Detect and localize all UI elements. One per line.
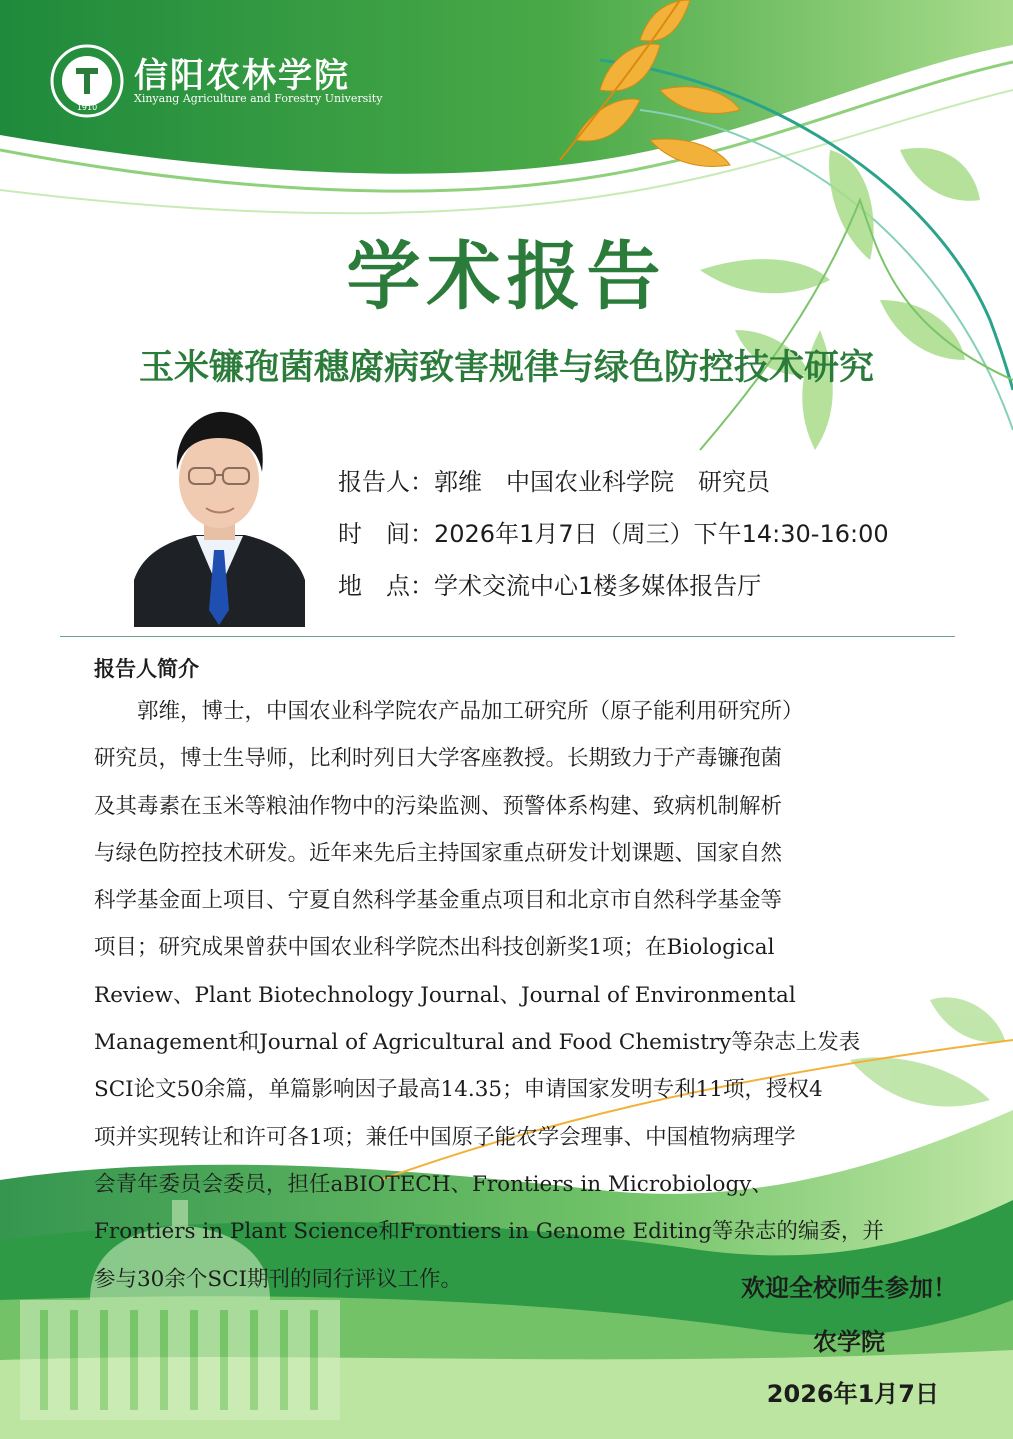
- speaker-value: 郭维 中国农业科学院 研究员: [434, 468, 770, 496]
- intro-line: 郭维，博士，中国农业科学院农产品加工研究所（原子能利用研究所）: [94, 699, 804, 724]
- intro-body: [94, 688, 950, 1303]
- report-subtitle: 玉米镰孢菌穗腐病致害规律与绿色防控技术研究: [138, 348, 874, 388]
- time-value: 2026年1月7日（周三）下午14:30-16:00: [434, 520, 889, 548]
- intro-line: 与绿色防控技术研发。近年来先后主持国家重点研发计划课题、国家自然: [94, 840, 783, 866]
- university-emblem-icon: [50, 44, 124, 118]
- speaker-info: [338, 462, 770, 497]
- university-name-cn: 信阳农林学院: [134, 56, 350, 96]
- university-logo: [50, 38, 383, 118]
- intro-line: 科学基金面上项目、宁夏自然科学基金重点项目和北京市自然科学基金等: [94, 888, 783, 914]
- university-name-en: Xinyang Agriculture and Forestry University: [134, 92, 383, 105]
- time-info: [338, 514, 889, 549]
- place-info: [338, 566, 761, 601]
- footer-organizer: 农学院: [813, 1328, 885, 1356]
- place-value: 学术交流中心1楼多媒体报告厅: [434, 572, 762, 600]
- time-label: 时 间：: [338, 520, 434, 548]
- intro-line: 及其毒素在玉米等粮油作物中的污染监测、预警体系构建、致病机制解析: [94, 793, 783, 819]
- speaker-photo: [134, 390, 305, 627]
- intro-line: 会青年委员会委员，担任aBIOTECH、Frontiers in Microbiology、: [94, 1171, 773, 1197]
- footer-date: 2026年1月7日: [766, 1380, 939, 1408]
- speaker-label: 报告人：: [338, 468, 434, 496]
- intro-heading: 报告人简介: [94, 657, 199, 681]
- place-label: 地 点：: [338, 572, 434, 600]
- section-divider: [60, 636, 955, 637]
- intro-line: 研究员，博士生导师，比利时列日大学客座教授。长期致力于产毒镰孢菌: [94, 746, 783, 772]
- intro-line: 项并实现转让和许可各1项；兼任中国原子能农学会理事、中国植物病理学: [94, 1124, 796, 1150]
- intro-line: Frontiers in Plant Science和Frontiers in Genome Editing等杂志的编委，并: [94, 1219, 884, 1245]
- logo-year: 1910: [76, 103, 98, 112]
- intro-line: 项目；研究成果曾获中国农业科学院杰出科技创新奖1项；在Biological: [94, 935, 775, 961]
- intro-line: Review、Plant Biotechnology Journal、Journal of Environmental: [94, 982, 796, 1008]
- speaker-portrait-icon: [134, 390, 305, 627]
- footer-welcome: 欢迎全校师生参加！: [741, 1274, 957, 1302]
- intro-line: Management和Journal of Agricultural and Food Chemistry等杂志上发表: [94, 1030, 861, 1056]
- page-title: 学术报告: [346, 234, 667, 320]
- intro-line: 参与30余个SCI期刊的同行评议工作。: [94, 1266, 463, 1292]
- intro-line: SCI论文50余篇，单篇影响因子最高14.35；申请国家发明专利11项，授权4: [94, 1077, 823, 1103]
